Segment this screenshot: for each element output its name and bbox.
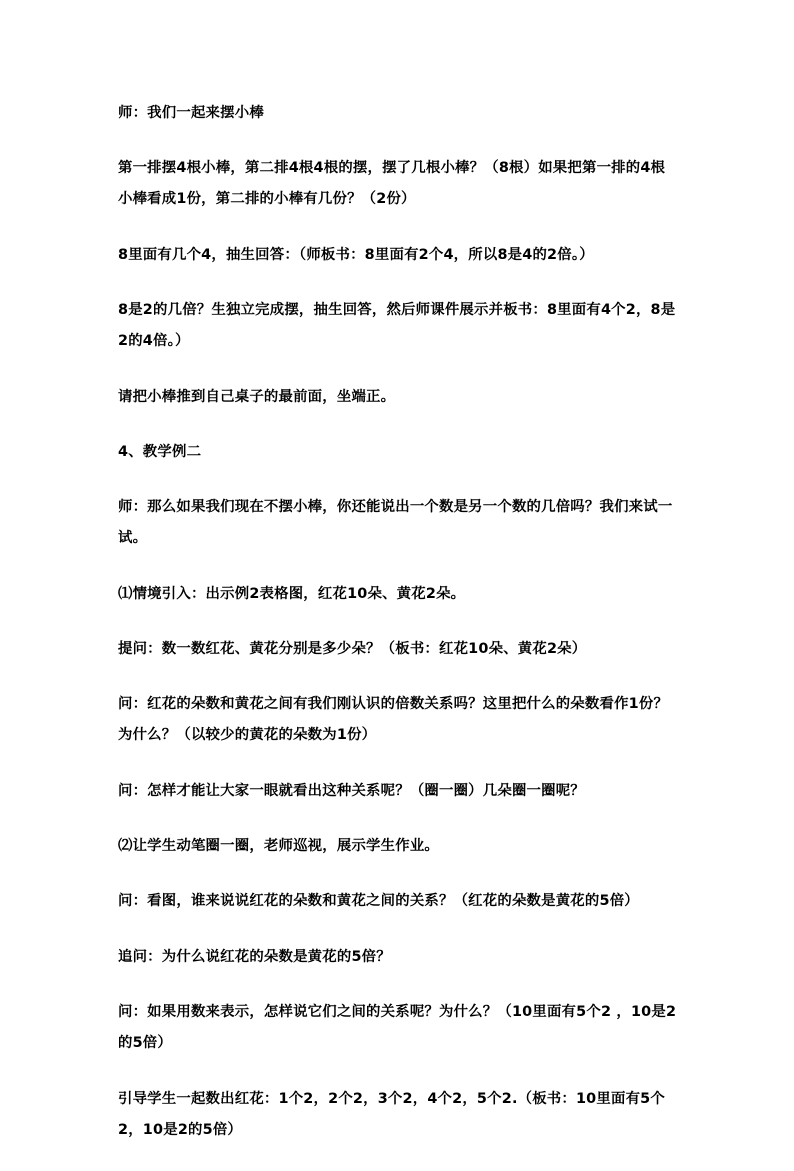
- paragraph-count-flowers: 提问：数一数红花、黄花分别是多少朵？（板书：红花10朵、黄花2朵）: [118, 641, 587, 657]
- paragraph-push-sticks: 请把小棒推到自己桌子的最前面，坐端正。: [118, 389, 396, 405]
- paragraph-circle-question: 问：怎样才能让大家一眼就看出这种关系呢？（圈一圈）几朵圈一圈呢？: [118, 783, 585, 799]
- paragraph-how-many-fours: 8里面有几个4，抽生回答：（师板书：8里面有2个4，所以8是4的2倍。）: [118, 247, 594, 263]
- paragraph-without-sticks: 师：那么如果我们现在不摆小棒，你还能说出一个数是另一个数的几倍吗？我们来试一试。: [118, 499, 673, 546]
- section-heading-example-two: 4、教学例二: [118, 444, 202, 460]
- paragraph-follow-up: 追问：为什么说红花的朵数是黄花的5倍？: [118, 949, 391, 965]
- paragraph-sticks-question: 第一排摆4根小棒，第二排4根4根的摆，摆了几根小棒？（8根）如果把第一排的4根小棒看成1份，第二排的小棒有几份？（2份）: [118, 160, 666, 207]
- paragraph-look-at-picture: 问：看图，谁来说说红花的朵数和黄花之间的关系？（红花的朵数是黄花的5倍）: [118, 893, 639, 909]
- paragraph-eight-times-two: 8是2的几倍？生独立完成摆，抽生回答，然后师课件展示并板书：8里面有4个2，8是2的4倍。）: [118, 302, 676, 349]
- paragraph-multiple-relation: 问：红花的朵数和黄花之间有我们刚认识的倍数关系吗？这里把什么的朵数看作1份？为什么？（以较少的黄花的朵数为1份）: [118, 696, 669, 743]
- paragraph-number-relation: 问：如果用数来表示，怎样说它们之间的关系呢？为什么？（10里面有5个2 ，10是2的5倍）: [118, 1004, 677, 1051]
- paragraph-scenario-intro: ⑴情境引入：出示例2表格图，红花10朵、黄花2朵。: [118, 586, 466, 602]
- paragraph-teacher-intro: 师：我们一起来摆小棒: [118, 105, 264, 121]
- paragraph-students-circle: ⑵让学生动笔圈一圈，老师巡视，展示学生作业。: [118, 838, 439, 854]
- document-page: [118, 98, 678, 1171]
- paragraph-count-red-flowers: 引导学生一起数出红花：1个2，2个2，3个2，4个2，5个2.（板书：10里面有5个2，10是2的5倍）: [118, 1091, 665, 1138]
